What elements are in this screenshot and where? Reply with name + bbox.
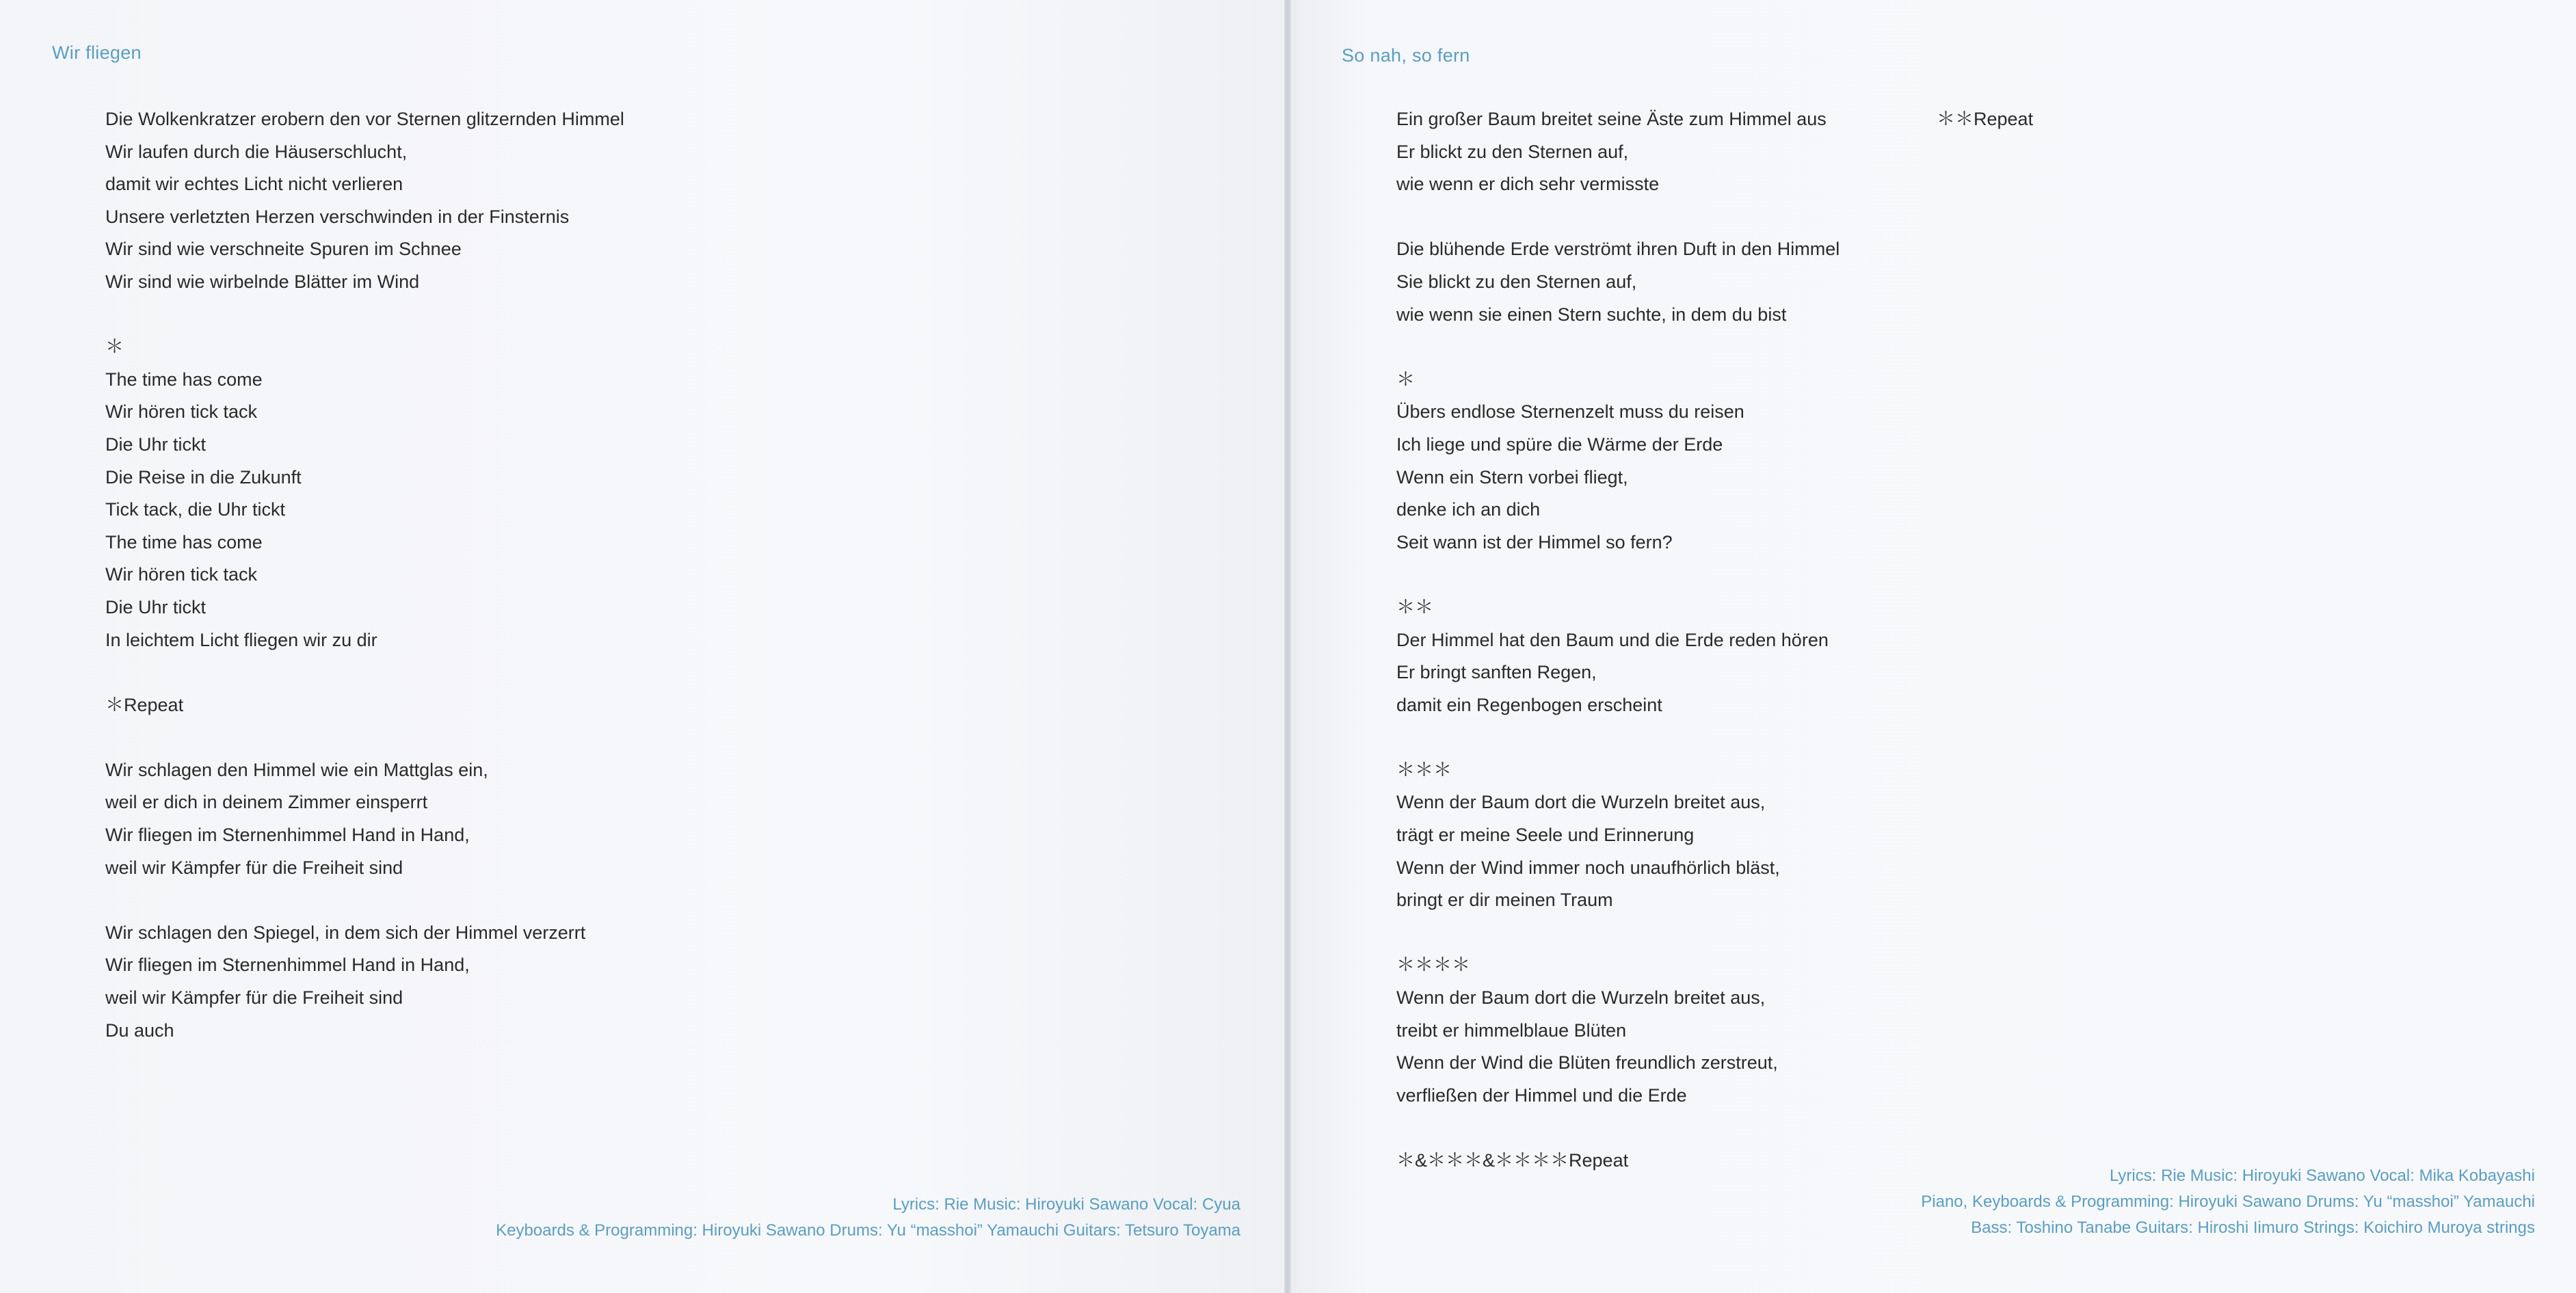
lyric-line: Wir fliegen im Sternenhimmel Hand in Hand, (105, 955, 470, 976)
lyric-line: Unsere verletzten Herzen verschwinden in der Finsternis (105, 206, 570, 227)
repeat-note-right: ＊＊Repeat (1937, 109, 2034, 129)
lyric-line: Wir hören tick tack (105, 401, 258, 423)
show-through-text (874, 103, 1230, 298)
lyric-line: ＊&＊＊＊&＊＊＊＊Repeat (1396, 1150, 1629, 1171)
lyric-line: Sie blickt zu den Sternen auf, (1396, 271, 1637, 292)
lyric-line: Wenn der Wind die Blüten freundlich zerstreut, (1396, 1052, 1778, 1074)
credit-line: Lyrics: Rie Music: Hiroyuki Sawano Vocal: Cyua (892, 1195, 1240, 1214)
lyric-line: Wir sind wie verschneite Spuren im Schnee (105, 239, 462, 260)
credit-line: Piano, Keyboards & Programming: Hiroyuki Sawano Drums: Yu “masshoi” Yamauchi (1921, 1192, 2535, 1211)
lyric-line: weil wir Kämpfer für die Freiheit sind (105, 857, 403, 878)
lyric-line: Wenn der Baum dort die Wurzeln breitet aus, (1396, 987, 1766, 1009)
song-title-right: So nah, so fern (1342, 45, 1470, 66)
lyric-line: Wenn ein Stern vorbei fliegt, (1396, 466, 1628, 488)
lyric-line: wie wenn er dich sehr vermisste (1396, 174, 1660, 195)
left-page (0, 0, 1284, 1293)
lyric-line: Wir sind wie wirbelnde Blätter im Wind (105, 271, 420, 292)
lyric-line: ＊ (105, 336, 124, 358)
lyric-line: Wir fliegen im Sternenhimmel Hand in Hand, (105, 825, 470, 846)
lyric-line: Ein großer Baum breitet seine Äste zum Himmel aus (1396, 109, 1827, 129)
lyric-line: damit wir echtes Licht nicht verlieren (105, 174, 403, 195)
lyric-line: trägt er meine Seele und Erinnerung (1396, 825, 1695, 846)
lyric-line: Wenn der Wind immer noch unaufhörlich bläst, (1396, 857, 1780, 878)
lyrics-right (1396, 103, 1840, 1177)
lyric-line: treibt er himmelblaue Blüten (1396, 1019, 1627, 1041)
credit-line: Bass: Toshino Tanabe Guitars: Hiroshi Iimuro Strings: Koichiro Muroya strings (1971, 1218, 2535, 1237)
lyric-line: Die blühende Erde verströmt ihren Duft in den Himmel (1396, 239, 1840, 260)
lyric-line: Er bringt sanften Regen, (1396, 662, 1597, 683)
lyric-line: wie wenn sie einen Stern suchte, in dem du bist (1396, 304, 1787, 325)
lyric-line (1396, 559, 1840, 591)
lyric-line (1396, 1112, 1840, 1145)
lyric-line (1396, 331, 1840, 364)
lyric-line: ＊＊ (1396, 596, 1433, 617)
lyric-line: Wir schlagen den Himmel wie ein Mattglas ein, (105, 759, 488, 780)
lyric-line (1396, 721, 1840, 754)
lyric-line: ＊Repeat (105, 694, 184, 715)
lyric-line: Übers endlose Sternenzelt muss du reisen (1396, 401, 1744, 423)
book-spine (1284, 0, 1291, 1293)
lyric-line: Wenn der Baum dort die Wurzeln breitet aus, (1396, 792, 1766, 813)
lyric-line (105, 721, 624, 754)
lyric-line: Der Himmel hat den Baum und die Erde reden hören (1396, 629, 1829, 650)
lyric-line: bringt er dir meinen Traum (1396, 890, 1613, 911)
lyric-line: Die Uhr tickt (105, 596, 207, 617)
lyric-line: weil wir Kämpfer für die Freiheit sind (105, 987, 403, 1009)
lyrics-left (105, 103, 624, 1047)
lyric-line: Tick tack, die Uhr tickt (105, 499, 286, 520)
lyric-line: Die Uhr tickt (105, 434, 207, 455)
right-page (1291, 0, 2576, 1293)
lyric-line: Du auch (105, 1019, 174, 1041)
lyric-line: Wir hören tick tack (105, 564, 258, 585)
lyric-line: Ich liege und spüre die Wärme der Erde (1396, 434, 1723, 455)
lyric-line (105, 884, 624, 917)
lyric-line: Die Wolkenkratzer erobern den vor Sternen glitzernden Himmel (105, 109, 624, 129)
song-title-left: Wir fliegen (52, 42, 142, 63)
lyric-line (105, 299, 624, 332)
credit-line: Keyboards & Programming: Hiroyuki Sawano Drums: Yu “masshoi” Yamauchi Guitars: Tetsuro Toyama (496, 1221, 1240, 1240)
credit-line: Lyrics: Rie Music: Hiroyuki Sawano Vocal: Mika Kobayashi (2109, 1167, 2535, 1185)
lyric-line: weil er dich in deinem Zimmer einsperrt (105, 792, 428, 813)
lyric-line: damit ein Regenbogen erscheint (1396, 694, 1662, 715)
lyric-line: ＊＊＊ (1396, 759, 1452, 780)
lyric-line: The time has come (105, 369, 263, 390)
lyric-line: denke ich an dich (1396, 499, 1541, 520)
lyric-line: verfließen der Himmel und die Erde (1396, 1084, 1687, 1106)
lyric-line (1396, 917, 1840, 950)
lyric-line (105, 656, 624, 689)
lyric-line: Wir schlagen den Spiegel, in dem sich der Himmel verzerrt (105, 922, 586, 943)
lyric-line: Die Reise in die Zukunft (105, 466, 302, 488)
lyric-line: The time has come (105, 531, 263, 552)
lyric-line: Er blickt zu den Sternen auf, (1396, 141, 1629, 162)
lyric-line: ＊＊＊＊ (1396, 955, 1470, 976)
lyric-line: Wir laufen durch die Häuserschlucht, (105, 141, 408, 162)
lyric-line: In leichtem Licht fliegen wir zu dir (105, 629, 377, 650)
credits-right (1921, 1163, 2535, 1241)
lyric-line: ＊ (1396, 369, 1415, 390)
lyric-line: Seit wann ist der Himmel so fern? (1396, 531, 1673, 552)
lyric-line (1396, 201, 1840, 234)
credits-left (496, 1192, 1240, 1244)
